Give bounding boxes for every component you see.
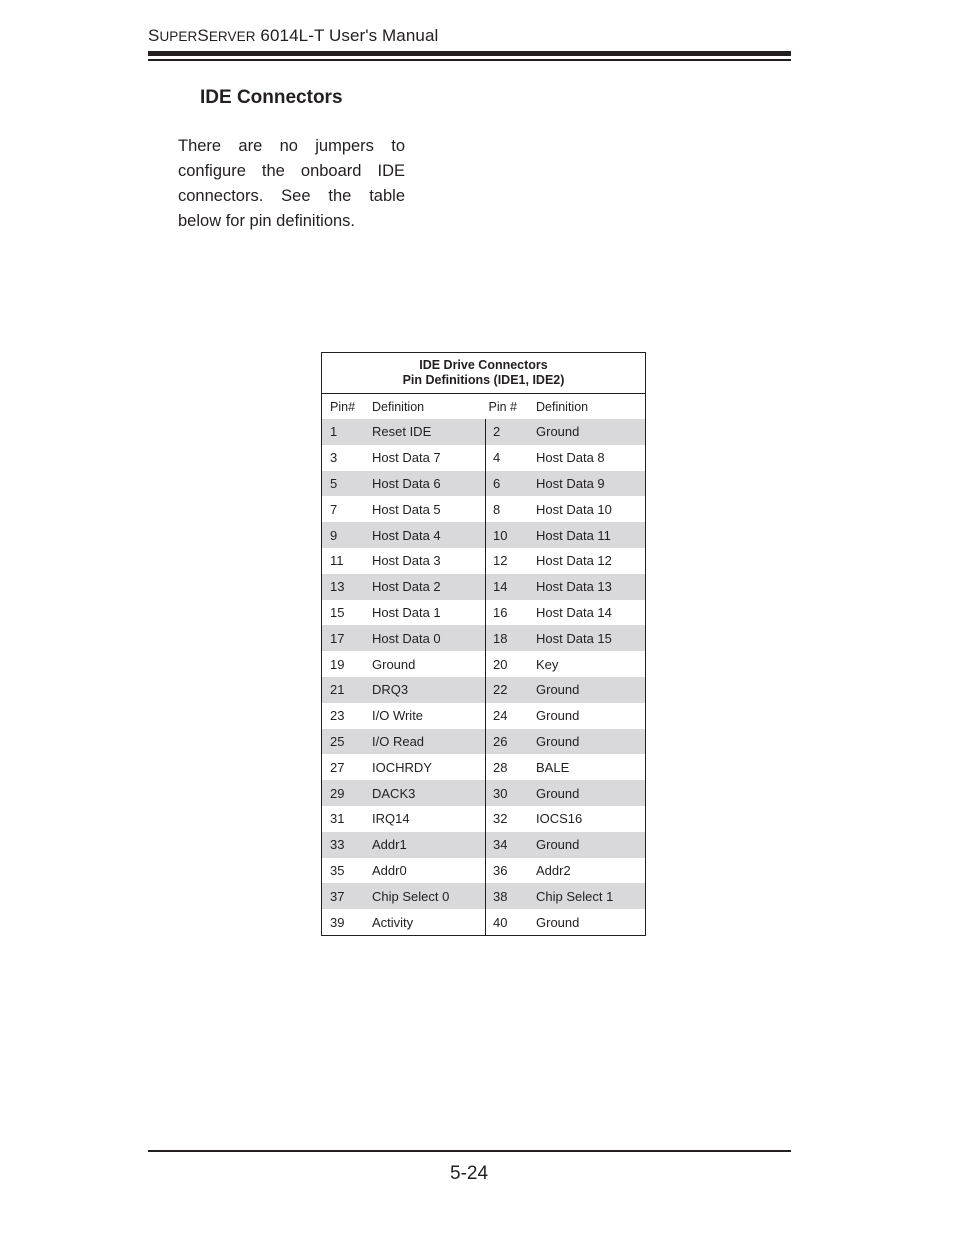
pin-right-cell: 16 bbox=[486, 600, 530, 626]
definition-left-cell: Host Data 0 bbox=[364, 625, 486, 651]
pin-right-cell: 34 bbox=[486, 832, 530, 858]
definition-right-cell: Host Data 13 bbox=[529, 574, 646, 600]
pin-right-cell: 26 bbox=[486, 729, 530, 755]
definition-left-cell: Host Data 4 bbox=[364, 522, 486, 548]
table-title-line-1: IDE Drive Connectors bbox=[419, 358, 548, 372]
col-header-definition-right: Definition bbox=[536, 399, 589, 414]
pin-right-cell: 10 bbox=[486, 522, 530, 548]
col-header-pin-right: Pin # bbox=[488, 399, 517, 414]
page-number: 5-24 bbox=[450, 1163, 489, 1184]
pin-left-cell: 33 bbox=[322, 832, 365, 858]
pin-right-cell: 6 bbox=[486, 471, 530, 497]
definition-right-cell: BALE bbox=[536, 759, 570, 775]
definition-left-cell: Addr1 bbox=[364, 832, 486, 858]
definition-right-cell: Host Data 12 bbox=[536, 553, 612, 569]
definition-right-cell: Key bbox=[536, 656, 559, 672]
definition-right-cell: Host Data 14 bbox=[536, 604, 612, 620]
definition-right-cell: Ground bbox=[536, 708, 580, 724]
table-row bbox=[322, 445, 646, 471]
pin-left-cell: 21 bbox=[322, 677, 365, 703]
table-row bbox=[322, 858, 646, 884]
pin-right-cell: 32 bbox=[486, 806, 530, 832]
table-row bbox=[322, 832, 646, 858]
definition-right-cell: Host Data 8 bbox=[536, 450, 605, 466]
table-row bbox=[322, 703, 646, 729]
definition-left-cell: Host Data 7 bbox=[372, 450, 441, 466]
pin-left-cell: 23 bbox=[330, 708, 345, 724]
table-row bbox=[322, 574, 646, 600]
pin-definitions-table bbox=[321, 352, 646, 936]
table-row bbox=[322, 883, 646, 909]
table-row bbox=[322, 729, 646, 755]
pin-left-cell: 13 bbox=[322, 574, 365, 600]
manual-title bbox=[148, 26, 438, 46]
header-rule-thin bbox=[148, 59, 791, 61]
definition-right-cell: Host Data 10 bbox=[536, 501, 612, 517]
pin-right-cell: 2 bbox=[486, 419, 530, 445]
definition-right-cell: Host Data 11 bbox=[529, 522, 646, 548]
pin-left-cell: 29 bbox=[322, 780, 365, 806]
pin-right-cell: 20 bbox=[486, 651, 530, 677]
pin-left-cell: 9 bbox=[322, 522, 365, 548]
definition-left-cell: Host Data 5 bbox=[372, 501, 441, 517]
definition-right-cell: Ground bbox=[529, 832, 646, 858]
table-row bbox=[322, 651, 646, 677]
pin-left-cell: 5 bbox=[322, 471, 365, 497]
pin-right-cell: 30 bbox=[486, 780, 530, 806]
definition-left-cell: IRQ14 bbox=[372, 811, 410, 827]
pin-left-cell: 17 bbox=[322, 625, 365, 651]
table-row bbox=[322, 754, 646, 780]
definition-left-cell: I/O Write bbox=[372, 708, 424, 724]
definition-right-cell: Ground bbox=[529, 419, 646, 445]
pin-left-cell: 31 bbox=[330, 811, 345, 827]
table-row bbox=[322, 548, 646, 574]
table-title bbox=[322, 353, 646, 394]
title-cap-1: S bbox=[148, 26, 160, 45]
table-row bbox=[322, 909, 646, 935]
section-heading: IDE Connectors bbox=[200, 87, 343, 108]
table-header-row bbox=[322, 394, 646, 420]
pin-right-cell: 18 bbox=[486, 625, 530, 651]
table-row bbox=[322, 806, 646, 832]
pin-left-cell: 3 bbox=[330, 450, 338, 466]
definition-right-cell: Chip Select 1 bbox=[529, 883, 646, 909]
pin-right-cell: 24 bbox=[486, 703, 530, 729]
pin-right-cell: 40 bbox=[486, 909, 530, 935]
definition-left-cell: Host Data 2 bbox=[364, 574, 486, 600]
table-row bbox=[322, 496, 646, 522]
definition-left-cell: Activity bbox=[372, 914, 414, 930]
definition-left-cell: Addr0 bbox=[372, 862, 407, 878]
table-row bbox=[322, 600, 646, 626]
table-row bbox=[322, 471, 646, 497]
intro-paragraph: There are no jumpers to configure the onboard IDE connectors. See the table below for pin definitions. bbox=[178, 137, 405, 230]
pin-right-cell: 12 bbox=[486, 548, 530, 574]
title-small-1: UPER bbox=[159, 29, 198, 44]
definition-right-cell: Ground bbox=[529, 677, 646, 703]
footer-rule bbox=[148, 1150, 791, 1152]
definition-left-cell: DACK3 bbox=[364, 780, 486, 806]
table-title-line-2: Pin Definitions (IDE1, IDE2) bbox=[402, 373, 565, 387]
definition-right-cell: Host Data 9 bbox=[529, 471, 646, 497]
pin-left-cell: 39 bbox=[330, 914, 345, 930]
pin-right-cell: 8 bbox=[486, 496, 530, 522]
definition-left-cell: IOCHRDY bbox=[372, 759, 432, 775]
definition-left-cell: I/O Read bbox=[364, 729, 486, 755]
definition-left-cell: DRQ3 bbox=[364, 677, 486, 703]
definition-left-cell: Ground bbox=[372, 656, 416, 672]
definition-right-cell: IOCS16 bbox=[536, 811, 583, 827]
definition-right-cell: Ground bbox=[536, 914, 580, 930]
table-row bbox=[322, 419, 646, 445]
definition-left-cell: Host Data 6 bbox=[364, 471, 486, 497]
pin-right-cell: 14 bbox=[486, 574, 530, 600]
title-small-2: ERVER bbox=[208, 29, 256, 44]
title-cap-2: S bbox=[197, 26, 209, 45]
definition-right-cell: Host Data 15 bbox=[529, 625, 646, 651]
definition-right-cell: Ground bbox=[529, 729, 646, 755]
pin-right-cell: 22 bbox=[486, 677, 530, 703]
definition-left-cell: Host Data 3 bbox=[372, 553, 441, 569]
table-row bbox=[322, 625, 646, 651]
definition-left-cell: Chip Select 0 bbox=[364, 883, 486, 909]
definition-left-cell: Host Data 1 bbox=[372, 604, 441, 620]
pin-left-cell: 19 bbox=[330, 656, 345, 672]
header-rule-thick bbox=[148, 51, 791, 56]
pin-left-cell: 11 bbox=[330, 553, 344, 569]
pin-right-cell: 36 bbox=[486, 858, 530, 884]
pin-left-cell: 15 bbox=[330, 604, 345, 620]
pin-left-cell: 37 bbox=[322, 883, 365, 909]
table-row bbox=[322, 522, 646, 548]
pin-left-cell: 25 bbox=[322, 729, 365, 755]
pin-right-cell: 4 bbox=[486, 445, 530, 471]
definition-left-cell: Reset IDE bbox=[364, 419, 486, 445]
pin-left-cell: 27 bbox=[330, 759, 345, 775]
pin-left-cell: 1 bbox=[322, 419, 365, 445]
title-rest: 6014L-T User's Manual bbox=[255, 26, 439, 45]
pin-right-cell: 28 bbox=[486, 754, 530, 780]
pin-right-cell: 38 bbox=[486, 883, 530, 909]
definition-right-cell: Addr2 bbox=[536, 862, 571, 878]
table-title-row bbox=[322, 353, 646, 394]
definition-right-cell: Ground bbox=[529, 780, 646, 806]
table-body bbox=[322, 419, 646, 935]
pin-left-cell: 35 bbox=[330, 862, 345, 878]
col-header-pin-left: Pin# bbox=[330, 399, 356, 414]
pin-left-cell: 7 bbox=[330, 501, 338, 517]
table-row bbox=[322, 677, 646, 703]
col-header-definition-left: Definition bbox=[372, 399, 425, 414]
table-row bbox=[322, 780, 646, 806]
